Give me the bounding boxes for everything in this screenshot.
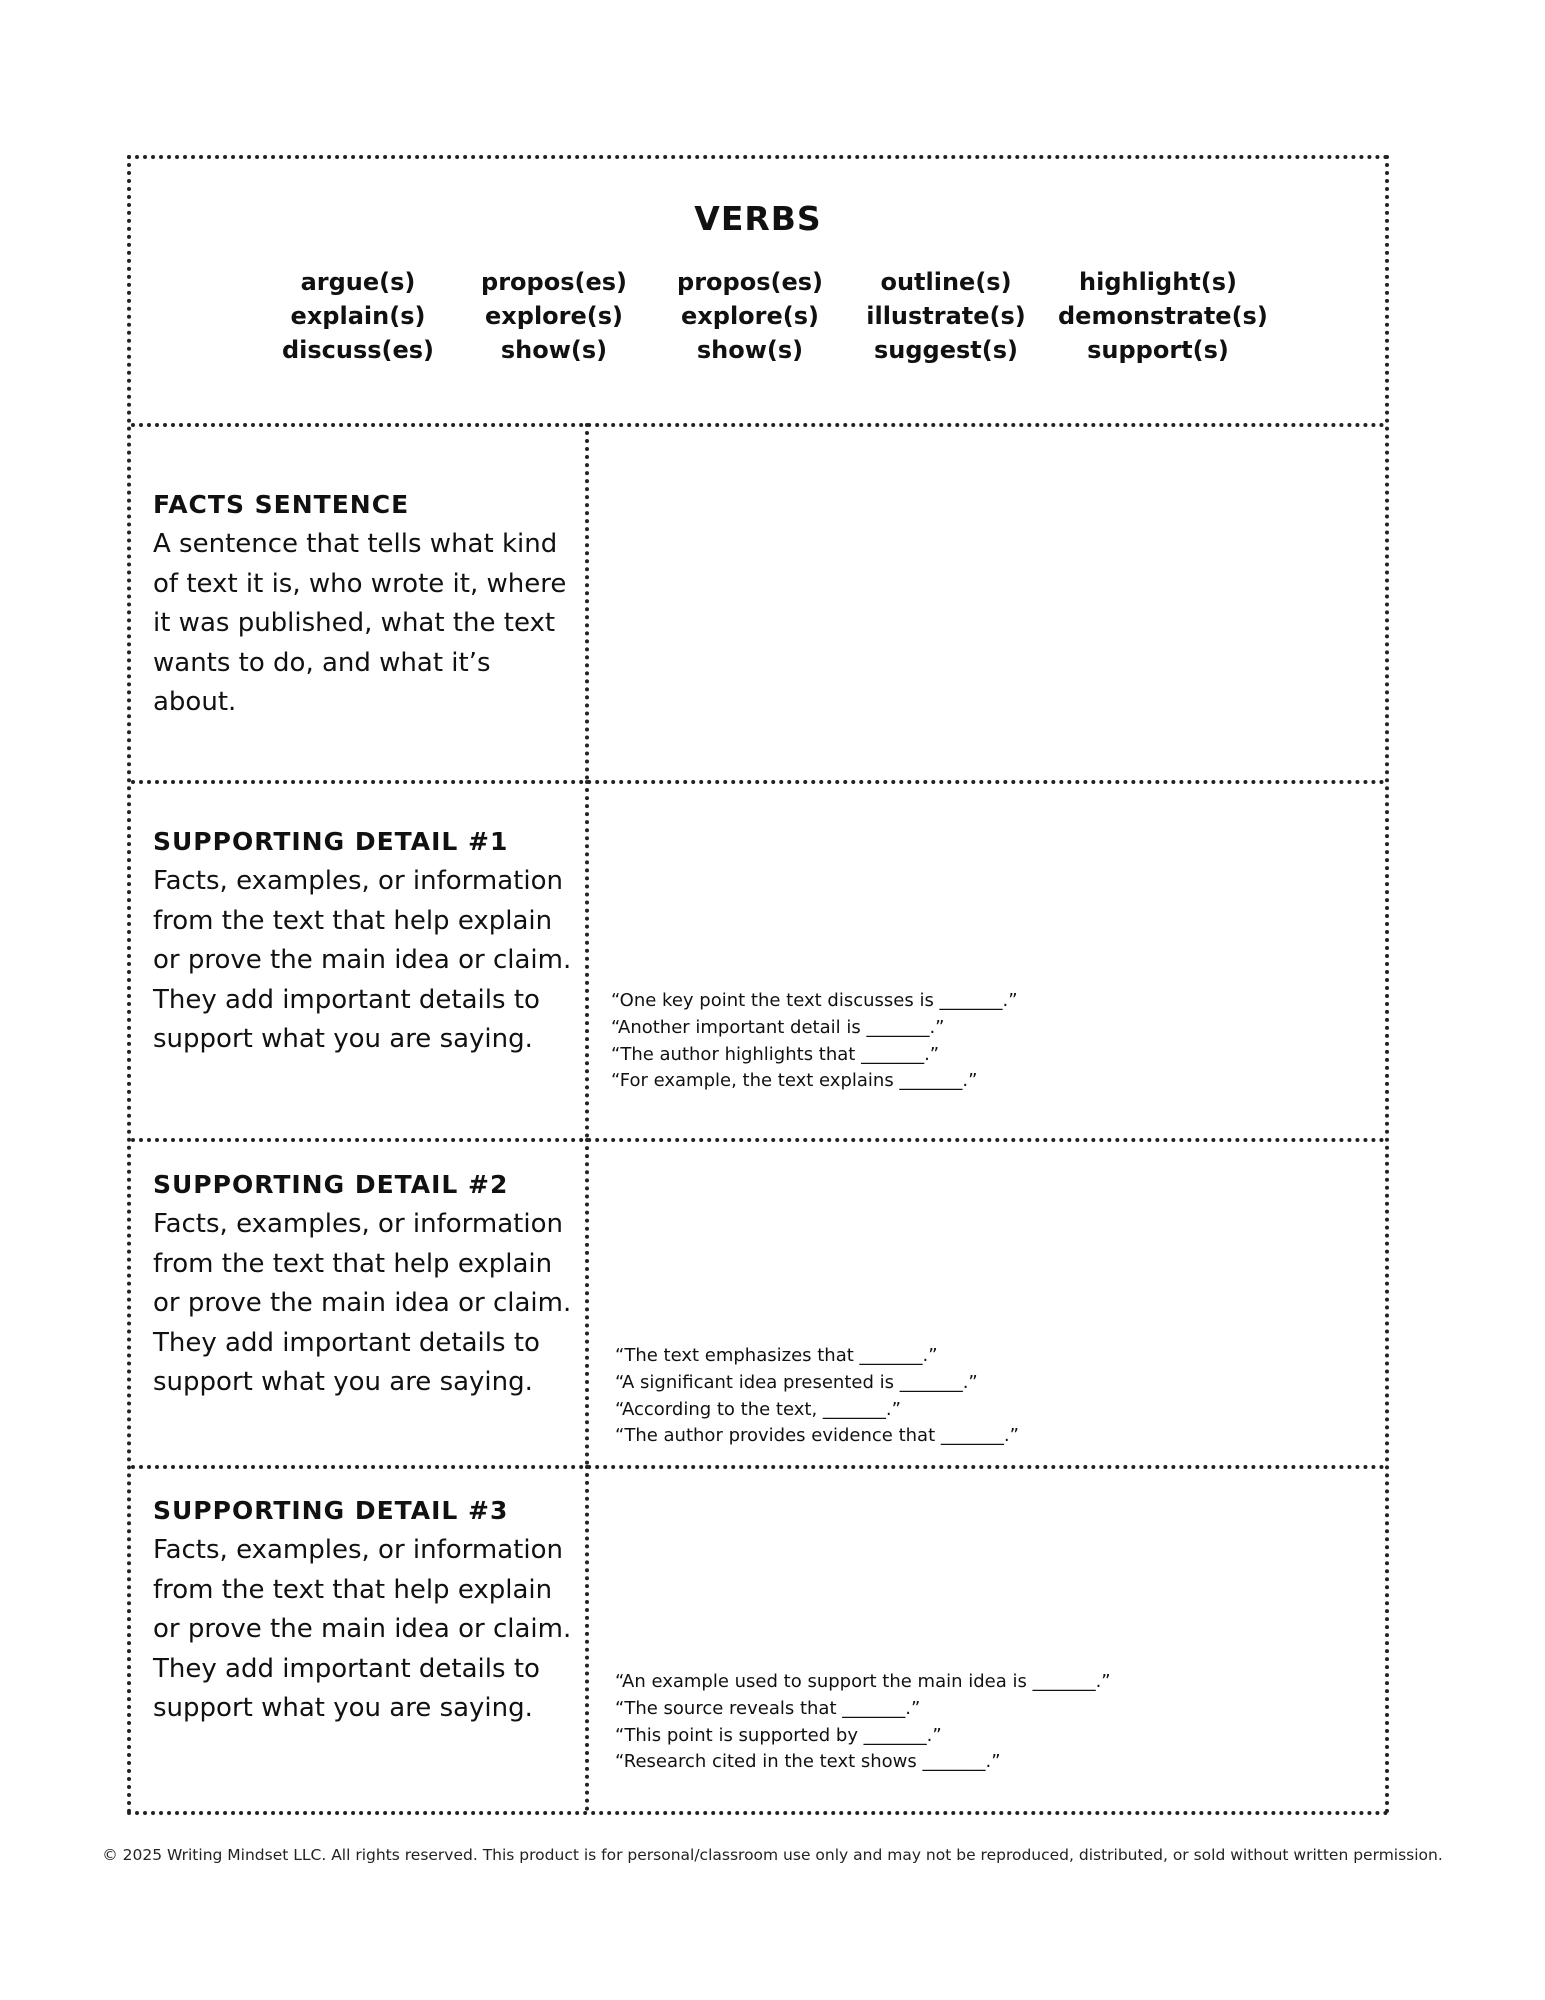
supporting-detail-1-sentence-stems <box>611 988 1018 1095</box>
sentence-stem: “An example used to support the main idea is _______.” <box>615 1671 1111 1692</box>
supporting-detail-2-title: SUPPORTING DETAIL #2 <box>153 1170 509 1199</box>
supporting-detail-3-row <box>131 1465 1385 1811</box>
sentence-stem: “One key point the text discusses is _______.” <box>611 990 1018 1011</box>
verb-column <box>258 265 458 367</box>
facts-sentence-writing-area[interactable] <box>589 423 1385 780</box>
supporting-detail-2-row <box>131 1138 1385 1469</box>
verb-column <box>650 265 850 367</box>
verb-item: explore(s) <box>681 302 819 330</box>
supporting-detail-1-label-cell <box>131 780 589 1138</box>
verb-item: discuss(es) <box>281 336 435 364</box>
verb-column <box>454 265 654 367</box>
supporting-detail-3-title: SUPPORTING DETAIL #3 <box>153 1496 509 1525</box>
verb-item: highlight(s) <box>1079 268 1237 296</box>
verb-column <box>846 265 1046 367</box>
verb-item: explain(s) <box>290 302 426 330</box>
supporting-detail-2-description: Facts, examples, or information from the text that help explain or prove the main idea or claim. They add important details to support what you are saying. <box>153 1209 572 1397</box>
worksheet-frame <box>127 155 1389 1815</box>
supporting-detail-3-sentence-stems <box>615 1669 1111 1776</box>
verb-item: explore(s) <box>485 302 623 330</box>
sentence-stem: “Another important detail is _______.” <box>611 1016 945 1038</box>
verb-item: demonstrate(s) <box>1058 302 1268 330</box>
verb-item: support(s) <box>1087 336 1229 364</box>
sentence-stem: “According to the text, _______.” <box>615 1398 901 1420</box>
copyright-footer: © 2025 Writing Mindset LLC. All rights reserved. This product is for personal/classroom use only and may not be reproduced, distributed, or sold without written permission. <box>102 1846 1443 1864</box>
facts-sentence-label-cell <box>131 423 589 780</box>
sentence-stem: “For example, the text explains _______.” <box>611 1070 978 1092</box>
sentence-stem: “The source reveals that _______.” <box>615 1697 921 1719</box>
verb-item: propos(es) <box>481 268 627 296</box>
facts-sentence-description: A sentence that tells what kind of text it is, who wrote it, where it was published, what the text wants to do, and what it’s about. <box>153 529 567 717</box>
supporting-detail-3-label-cell <box>131 1465 589 1811</box>
sentence-stem: “The text emphasizes that _______.” <box>615 1345 938 1366</box>
verb-item: propos(es) <box>677 268 823 296</box>
sentence-stem: “A significant idea presented is _______.” <box>615 1371 978 1393</box>
supporting-detail-3-description: Facts, examples, or information from the text that help explain or prove the main idea or claim. They add important details to support what you are saying. <box>153 1535 572 1723</box>
sentence-stem: “Research cited in the text shows _______.” <box>615 1751 1001 1773</box>
facts-sentence-row <box>131 423 1385 784</box>
verbs-title: VERBS <box>694 199 822 238</box>
sentence-stem: “The author provides evidence that _______.” <box>615 1425 1019 1447</box>
facts-sentence-title: FACTS SENTENCE <box>153 490 410 519</box>
sentence-stem: “This point is supported by _______.” <box>615 1724 942 1746</box>
verb-item: illustrate(s) <box>866 302 1026 330</box>
verb-column <box>1058 265 1268 367</box>
supporting-detail-2-sentence-stems <box>615 1343 1019 1450</box>
supporting-detail-1-row <box>131 780 1385 1142</box>
verb-item: show(s) <box>500 336 608 364</box>
supporting-detail-2-label-cell <box>131 1138 589 1465</box>
supporting-detail-1-title: SUPPORTING DETAIL #1 <box>153 827 509 856</box>
verb-item: suggest(s) <box>874 336 1018 364</box>
verb-item: argue(s) <box>300 268 416 296</box>
supporting-detail-1-description: Facts, examples, or information from the text that help explain or prove the main idea or claim. They add important details to support what you are saying. <box>153 866 572 1054</box>
verb-item: show(s) <box>696 336 804 364</box>
sentence-stem: “The author highlights that _______.” <box>611 1043 940 1065</box>
verbs-section <box>131 159 1385 427</box>
verb-item: outline(s) <box>880 268 1012 296</box>
